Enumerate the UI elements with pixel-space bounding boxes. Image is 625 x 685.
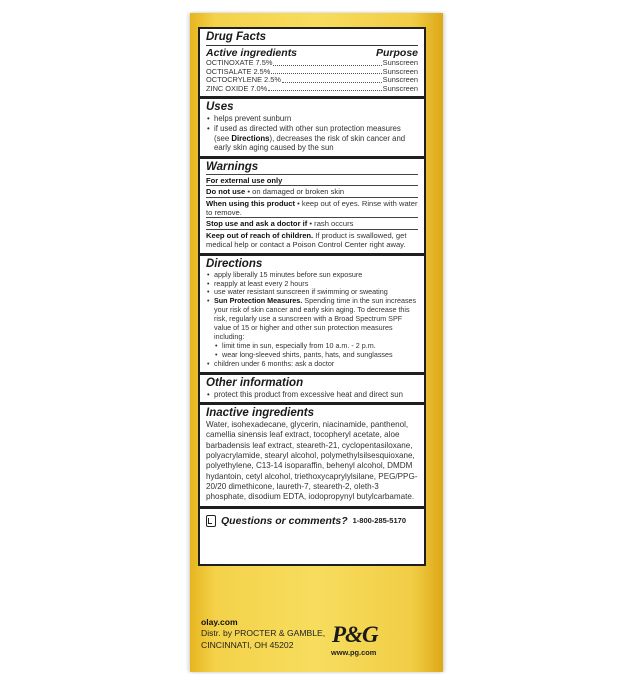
- other-info-item: • protect this product from excessive heat and direct sun: [206, 390, 418, 400]
- directions-subitem: • limit time in sun, especially from 10 a.m. - 2 p.m.: [206, 342, 418, 351]
- drug-facts-title: Drug Facts: [206, 31, 267, 43]
- box-top-edge: [190, 0, 443, 14]
- warnings-title: Warnings: [206, 160, 259, 173]
- external-use-label: For external use only: [206, 174, 418, 185]
- phone-icon: [206, 515, 216, 527]
- sun-protection-text: Spending time in the sun increases your risk of skin cancer and early skin aging. To decrease this risk, regularly use a sunscreen with a Broad Spectrum SPF value of 15 or higher and other sun protection measures including:: [214, 296, 417, 341]
- uses-item: • helps prevent sunburn: [206, 114, 418, 124]
- stop-use-row: [206, 217, 418, 228]
- active-header-label: Active ingredients: [206, 47, 298, 59]
- do-not-use-label: Do not use: [206, 187, 246, 197]
- distributor-text: Distr. by PROCTER & GAMBLE,: [201, 628, 326, 639]
- city-text: CINCINNATI, OH 45202: [201, 639, 294, 650]
- active-ingredients-header: [206, 45, 418, 59]
- directions-section: [200, 256, 424, 375]
- ingredient-name: OCTINOXATE 7.5%: [206, 58, 273, 67]
- drug-facts-panel: [198, 27, 426, 566]
- uses-section: [200, 99, 424, 158]
- keep-out-label: Keep out of reach of children.: [206, 230, 314, 240]
- uses-title: Uses: [206, 101, 234, 114]
- leader-dots: [268, 85, 381, 92]
- uses-item: [206, 124, 418, 153]
- questions-phone: 1-800-285-5170: [352, 516, 406, 526]
- directions-title: Directions: [206, 257, 263, 270]
- ingredient-purpose: Sunscreen: [382, 66, 418, 76]
- uses-directions-ref: Directions: [231, 133, 270, 143]
- leader-dots: [271, 68, 381, 75]
- other-info-section: [200, 375, 424, 406]
- stop-use-label: Stop use and ask a doctor if: [206, 219, 308, 229]
- sun-protection-item: [206, 297, 418, 342]
- ingredient-row: [206, 85, 418, 94]
- stop-use-text: • rash occurs: [307, 219, 354, 229]
- keep-out-row: [206, 229, 418, 250]
- directions-item: • use water resistant sunscreen if swimming or sweating: [206, 288, 418, 297]
- pg-logo: P&G: [332, 622, 378, 647]
- do-not-use-row: [206, 185, 418, 196]
- when-using-label: When using this product: [206, 198, 296, 208]
- directions-item: • reapply at least every 2 hours: [206, 280, 418, 289]
- leader-dots: [273, 59, 381, 66]
- uses-text: if used as directed with other sun protection measures (see: [214, 123, 401, 143]
- inactive-title: Inactive ingredients: [206, 407, 315, 420]
- when-using-row: [206, 197, 418, 218]
- warnings-section: [200, 159, 424, 256]
- sun-protection-label: Sun Protection Measures.: [214, 296, 303, 306]
- ingredient-purpose: Sunscreen: [382, 83, 418, 93]
- ingredient-name: ZINC OXIDE 7.0%: [206, 83, 268, 93]
- questions-section: [200, 509, 424, 534]
- footer-text: [201, 617, 325, 651]
- leader-dots: [282, 76, 382, 83]
- directions-item: • apply liberally 15 minutes before sun exposure: [206, 271, 418, 280]
- do-not-use-text: • on damaged or broken skin: [245, 187, 345, 197]
- ingredient-purpose: Sunscreen: [382, 58, 418, 67]
- pg-url: www.pg.com: [331, 648, 377, 657]
- directions-item: • children under 6 months: ask a doctor: [206, 360, 418, 369]
- uses-text: ), decreases the risk of skin cancer and early skin aging caused by the sun: [214, 133, 406, 153]
- drug-facts-section: [200, 29, 424, 99]
- inactive-text: Water, isohexadecane, glycerin, niacinamide, panthenol, camellia sinensis leaf extract, tocopheryl acetate, aloe barbadensis leaf extract, steareth-21, cyclopentasiloxane, polyacrylamide, stearyl alcohol, polymethylsilsesquioxane, polyethylene, C13-14 isoparaffin, behenyl alcohol, DMDM hydantoin, cetyl alcohol, triethoxycaprylylsilane, PEG/PPG-20/20 dimethicone, laureth-7, steareth-2, oleth-3 phosphate, disodium EDTA, iodopropynyl butylcarbamate.: [206, 420, 418, 502]
- when-using-text: • keep out of eyes. Rinse with water to remove.: [206, 198, 418, 217]
- keep-out-text: If product is swallowed, get medical help or contact a Poison Control Center right away.: [206, 230, 407, 250]
- ingredient-purpose: Sunscreen: [382, 75, 418, 85]
- purpose-header-label: Purpose: [375, 47, 418, 59]
- ingredient-name: OCTISALATE 2.5%: [206, 66, 271, 76]
- ingredient-name: OCTOCRYLENE 2.5%: [206, 75, 281, 85]
- questions-label: Questions or comments?: [221, 514, 348, 527]
- directions-subitem: • wear long-sleeved shirts, pants, hats, and sunglasses: [206, 351, 418, 360]
- inactive-section: [200, 405, 424, 508]
- other-info-title: Other information: [206, 376, 304, 389]
- website-text: olay.com: [201, 617, 238, 627]
